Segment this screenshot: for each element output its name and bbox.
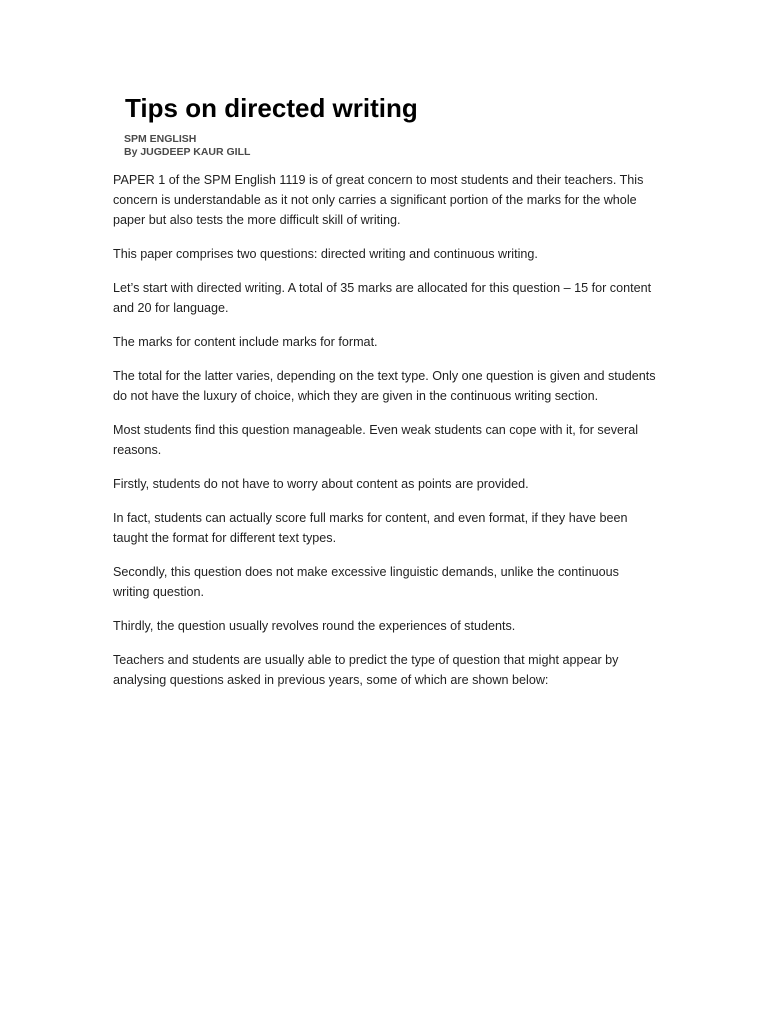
paragraph: Teachers and students are usually able to predict the type of question that might appear by analysing questions asked in previous years, some of which are shown below: bbox=[113, 653, 619, 687]
paragraph: Thirdly, the question usually revolves round the experiences of students. bbox=[113, 619, 516, 633]
paragraph: The marks for content include marks for format. bbox=[113, 335, 378, 349]
article-title: Tips on directed writing bbox=[125, 93, 418, 123]
paragraph: In fact, students can actually score full marks for content, and even format, if they have been taught the format for different text types. bbox=[113, 511, 628, 545]
paragraph: Firstly, students do not have to worry about content as points are provided. bbox=[113, 477, 529, 491]
paragraph: Let’s start with directed writing. A total of 35 marks are allocated for this question – 15 for content and 20 for language. bbox=[113, 281, 652, 315]
byline bbox=[124, 133, 250, 159]
paragraph: PAPER 1 of the SPM English 1119 is of great concern to most students and their teachers. This concern is understandable as it not only carries a significant portion of the marks for the whole paper but also tests the more difficult skill of writing. bbox=[113, 173, 644, 227]
paragraph: Secondly, this question does not make excessive linguistic demands, unlike the continuous writing question. bbox=[113, 565, 619, 599]
paragraph: Most students find this question manageable. Even weak students can cope with it, for several reasons. bbox=[113, 423, 639, 457]
article-body bbox=[113, 170, 658, 704]
paragraph: This paper comprises two questions: directed writing and continuous writing. bbox=[113, 247, 538, 261]
author-name: By JUGDEEP KAUR GILL bbox=[124, 146, 251, 158]
section-label: SPM ENGLISH bbox=[124, 133, 197, 145]
paragraph: The total for the latter varies, depending on the text type. Only one question is given and students do not have the luxury of choice, which they are given in the continuous writing section. bbox=[113, 369, 656, 403]
